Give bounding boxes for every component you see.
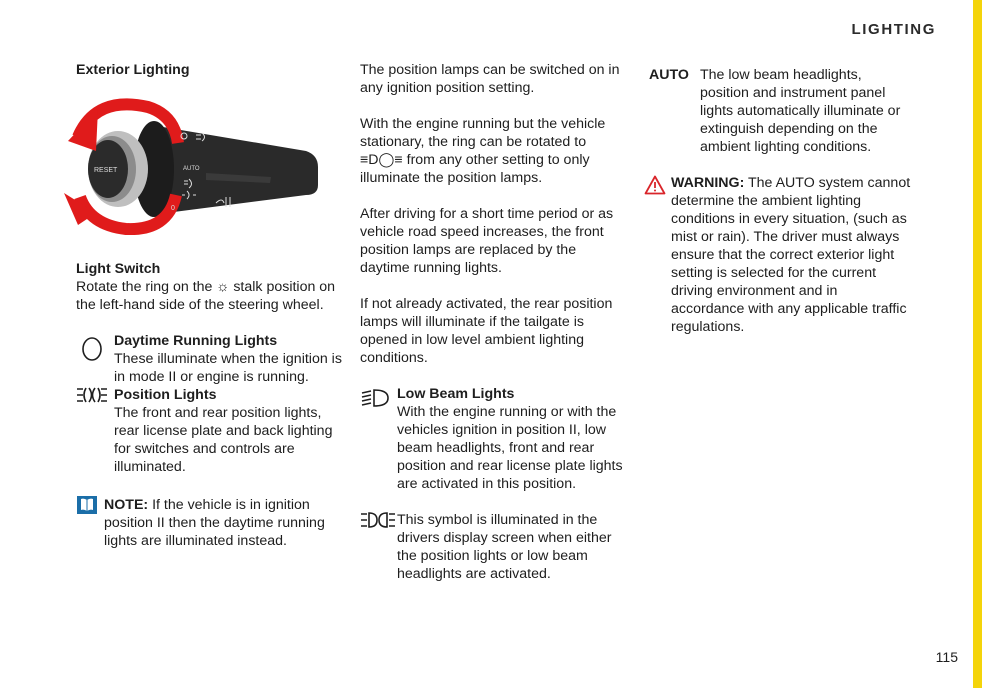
position-lights-text: The front and rear position lights, rear license plate and back lighting for switches and controls are illuminated. <box>114 405 333 475</box>
paragraph-4: If not already activated, the rear position lamps will illuminate if the tailgate is opened in low level ambient lighting conditions. <box>360 296 613 366</box>
paragraph-3: After driving for a short time period or as vehicle road speed increases, the front position lamps are replaced by the daytime running lights. <box>360 206 614 276</box>
note-book-icon <box>76 495 98 515</box>
paragraph-2: With the engine running but the vehicle stationary, the ring can be rotated to ≡D◯≡ from any other setting to only illuminate the position lamps. <box>360 116 606 186</box>
zero-label: 0 <box>171 205 175 212</box>
column-left <box>76 61 346 550</box>
light-switch-text: Rotate the ring on the ☼ stalk position on the left-hand side of the steering wheel. <box>76 279 336 313</box>
symbol-item <box>360 511 628 583</box>
paragraph-1: The position lamps can be switched on in any ignition position setting. <box>360 62 620 96</box>
warning-text: The AUTO system cannot determine the ambient lighting conditions in every situation, (such as mist or rain). The driver must always ensure that the correct exterior light setting is selected for the current driving environment and in accordance with any applicable traffic regulations. <box>671 175 911 335</box>
low-beam-item <box>360 385 628 493</box>
auto-label: AUTO <box>649 67 689 83</box>
warning-label: WARNING: <box>671 175 745 191</box>
auto-text: The low beam headlights, position and instrument panel lights automatically illuminate or extinguish depending on the ambient lighting conditions. <box>700 67 901 155</box>
low-beam-title: Low Beam Lights <box>397 386 515 402</box>
drl-text: These illuminate when the ignition is in mode II or engine is running. <box>114 351 342 385</box>
low-beam-text: With the engine running or with the vehicles ignition in position II, low beam headlights, front and rear position and rear license plate lights are activated in this position. <box>397 404 623 492</box>
note-block <box>76 496 346 550</box>
column-right <box>649 66 911 336</box>
section-title: Exterior Lighting <box>76 62 190 78</box>
position-lights-icon <box>360 509 396 531</box>
low-beam-icon <box>360 387 392 409</box>
warning-block <box>649 174 911 336</box>
drl-item <box>76 332 346 386</box>
drl-title: Daytime Running Lights <box>114 333 278 349</box>
circle-icon <box>82 336 104 362</box>
position-lights-icon <box>76 384 108 406</box>
light-switch-title: Light Switch <box>76 261 161 277</box>
ring-label: RESET <box>94 167 118 174</box>
note-text: If the vehicle is in ignition position II then the daytime running lights are illuminated instead. <box>104 497 325 549</box>
symbol-text: This symbol is illuminated in the drivers display screen when either the position lights or low beam headlights are activated. <box>397 512 612 582</box>
light-stalk-figure <box>56 85 321 235</box>
accent-edge-bar <box>973 0 982 688</box>
section-header: LIGHTING <box>851 21 936 38</box>
auto-item <box>649 66 911 156</box>
auto-label: AUTO <box>183 166 200 172</box>
note-label: NOTE: <box>104 497 149 513</box>
position-lights-title: Position Lights <box>114 387 217 403</box>
page-number: 115 <box>935 649 958 665</box>
position-lights-item <box>76 386 346 476</box>
warning-triangle-icon <box>644 175 666 195</box>
column-middle <box>360 61 628 583</box>
